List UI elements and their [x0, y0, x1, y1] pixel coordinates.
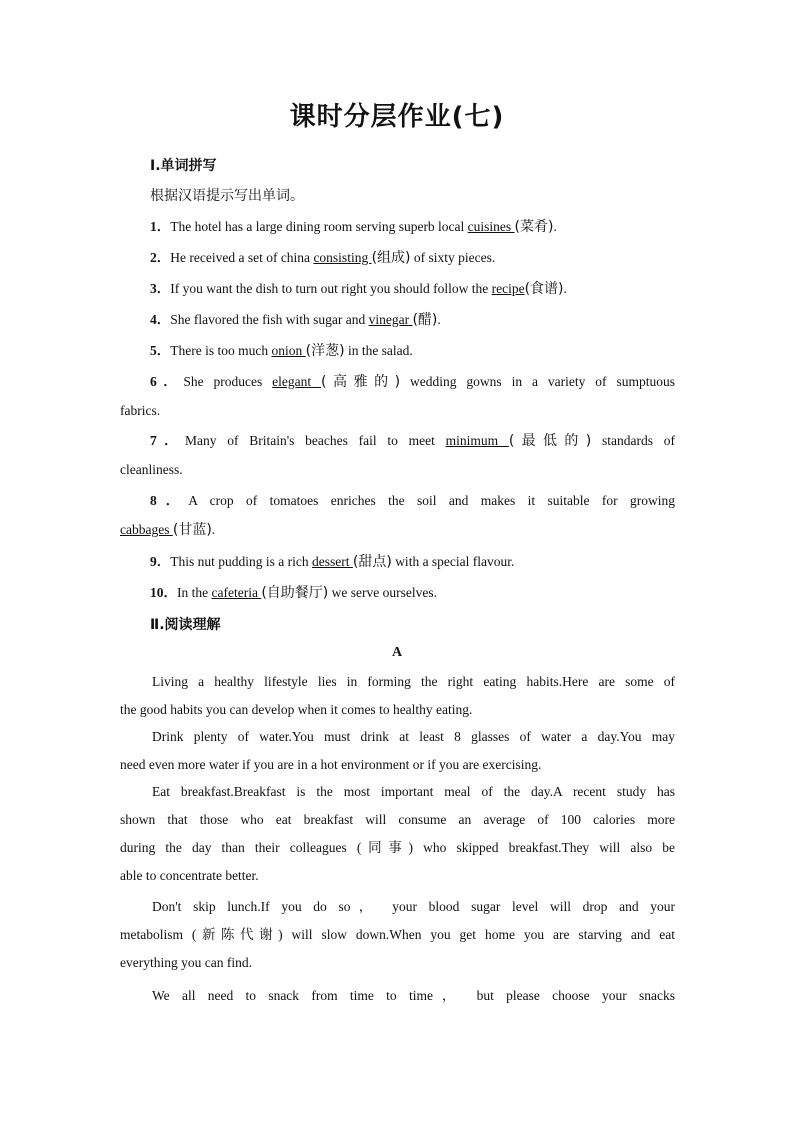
- paragraph: We all need to snack from time to time， but please choose your snacks: [152, 988, 675, 1003]
- answer: dessert: [312, 554, 353, 569]
- answer: consisting: [313, 250, 372, 265]
- answer: cuisines: [467, 219, 515, 234]
- section-instruction: 根据汉语提示写出单词。: [150, 188, 304, 204]
- answer: cafeteria: [211, 585, 262, 600]
- page-title: 课时分层作业(七): [289, 102, 505, 132]
- list-item: 8．A crop of tomatoes enriches the soil and makes it suitable for growing cabbages (甘蓝).: [120, 493, 675, 538]
- answer: elegant: [272, 374, 322, 389]
- list-item: 4．She flavored the fish with sugar and vinegar (醋).: [150, 312, 441, 328]
- section-heading-reading: Ⅱ.阅读理解: [150, 617, 221, 633]
- list-item: 9．This nut pudding is a rich dessert (甜点) with a special flavour.: [150, 554, 515, 570]
- list-item: 10．In the cafeteria (自助餐厅) we serve ourselves.: [150, 585, 437, 601]
- paragraph: Don't skip lunch.If you do so， your blood sugar level will drop and your metabolism (新陈代谢) will slow down.When you get home you are starving and eat everything you can find.: [120, 899, 675, 970]
- list-item: 2．He received a set of china consisting (组成) of sixty pieces.: [150, 250, 496, 266]
- list-item: 7．Many of Britain's beaches fail to meet minimum (最低的) standards of cleanliness.: [120, 433, 675, 477]
- list-item: 6．She produces elegant (高雅的) wedding gowns in a variety of sumptuous fabrics.: [120, 374, 675, 418]
- answer: minimum: [445, 433, 509, 448]
- section-heading-spelling: Ⅰ.单词拼写: [150, 158, 217, 174]
- answer: recipe: [491, 281, 525, 296]
- answer: vinegar: [368, 312, 413, 327]
- paragraph: Eat breakfast.Breakfast is the most important meal of the day.A recent study has shown that those who eat breakfast will consume an average of 100 calories more during the day than their colleagues (同事) who skipped breakfast.They will also be able to concentrate better.: [120, 784, 675, 883]
- answer: onion: [271, 343, 306, 358]
- answer: cabbages: [120, 522, 173, 537]
- list-item: 3．If you want the dish to turn out right you should follow the recipe(食谱).: [150, 281, 567, 297]
- paragraph: Drink plenty of water.You must drink at least 8 glasses of water a day.You may need even more water if you are in a hot environment or if you are exercising.: [120, 729, 675, 772]
- paragraph: Living a healthy lifestyle lies in forming the right eating habits.Here are some of the good habits you can develop when it comes to healthy eating.: [120, 674, 675, 717]
- list-item: 5．There is too much onion (洋葱) in the salad.: [150, 343, 413, 359]
- list-item: 1．The hotel has a large dining room serving superb local cuisines (菜肴).: [150, 219, 557, 235]
- passage-label: A: [391, 645, 403, 660]
